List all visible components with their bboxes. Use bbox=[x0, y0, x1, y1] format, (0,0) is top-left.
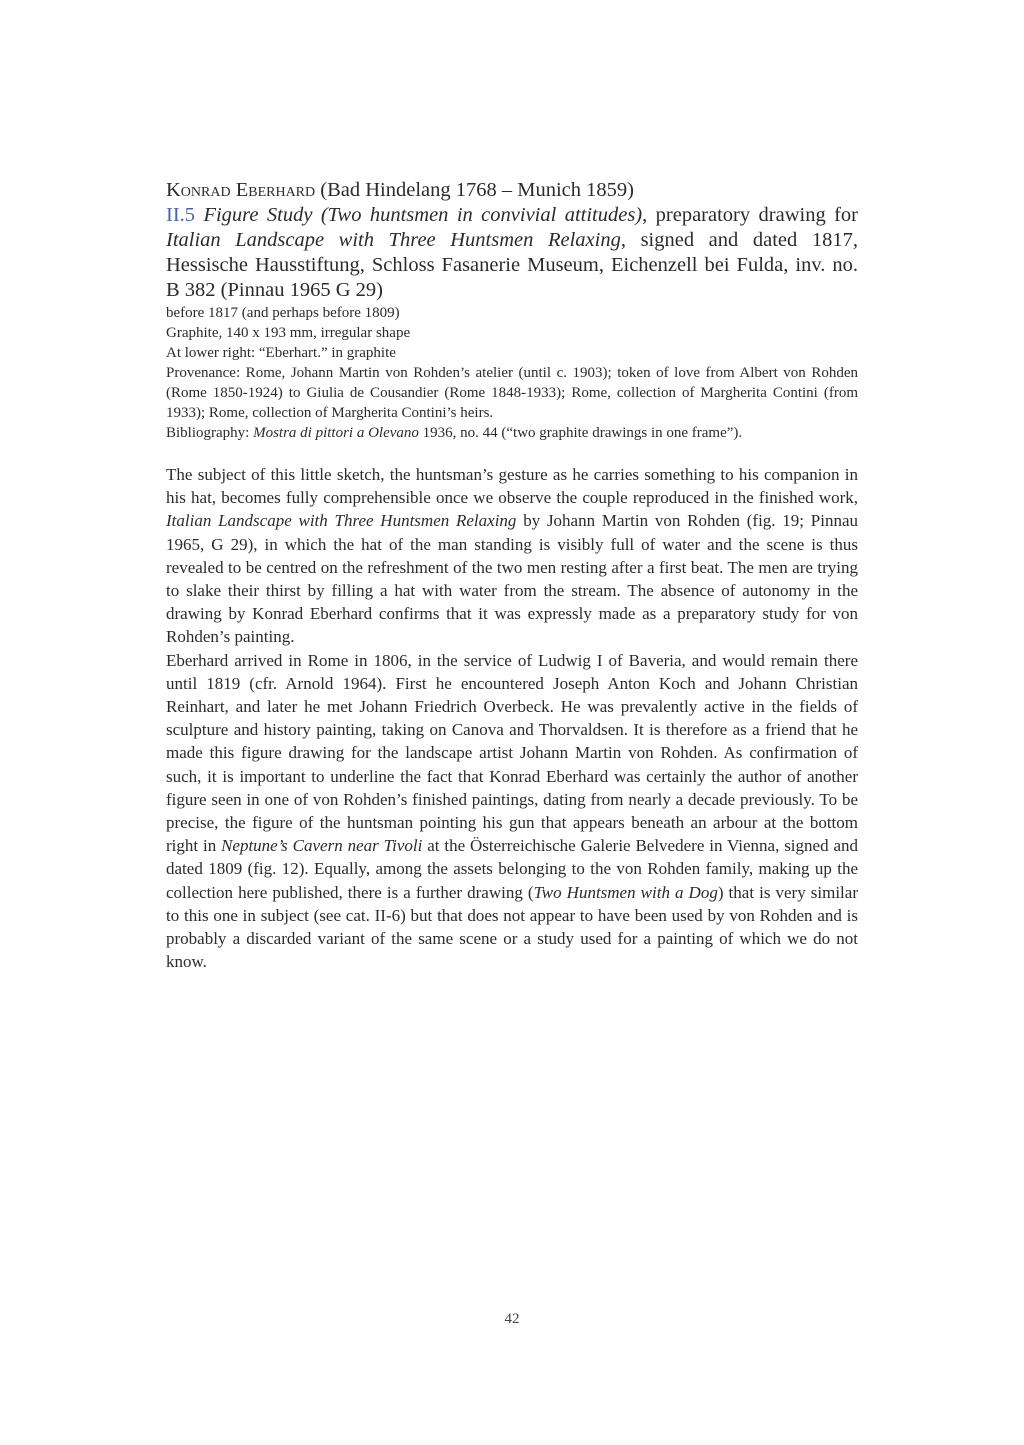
bibliography-paragraph: Bibliography: Mostra di pittori a Olevano 1936, no. 44 (“two graphite drawings in one frame”). bbox=[166, 425, 743, 441]
work-description-2: , signed and dated 1817, Hessische Hausstiftung, Schloss Fasanerie Museum, Eichenzell bei Fulda, inv. no. B 382 (Pinnau 1965 G 29) bbox=[166, 229, 858, 301]
inscription-line: At lower right: “Eberhart.” in graphite bbox=[166, 345, 396, 361]
essay-paragraph-1: The subject of this little sketch, the huntsman’s gesture as he carries something to his companion in his hat, becomes fully comprehensible once we observe the couple reproduced in the finished work, Italian Landscape with Three Huntsmen Relaxing by Johann Martin von Rohden (fig. 19; Pinnau 1965, G 29), in which the hat of the man standing is visibly full of water and the scene is thus revealed to be centred on the refreshment of the two men resting after a first beat. The men are trying to slake their thirst by filling a hat with water from the stream. The absence of autonomy in the drawing by Konrad Eberhard confirms that it was expressly made as a preparatory study for von Rohden’s painting. bbox=[166, 465, 859, 647]
artist-name: Konrad Eberhard bbox=[166, 179, 316, 201]
entry-heading bbox=[166, 178, 858, 303]
work-title: Figure Study bbox=[203, 204, 313, 226]
provenance-paragraph: Provenance: Rome, Johann Martin von Rohden’s atelier (until c. 1903); token of love from Albert von Rohden (Rome 1850-1924) to Giulia de Cousandier (Rome 1848-1933); Rome, collection of Margherita Contini (from 1933); Rome, collection of Margherita Contini’s heirs. bbox=[166, 365, 858, 421]
page-number: 42 bbox=[504, 1311, 520, 1327]
catalogue-number: II.5 bbox=[166, 204, 196, 226]
essay-paragraph-2: Eberhard arrived in Rome in 1806, in the service of Ludwig I of Baveria, and would remain there until 1819 (cfr. Arnold 1964). First he encountered Joseph Anton Koch and Johann Christian Reinhart, and later he met Johann Friedrich Overbeck. He was prevalently active in the fields of sculpture and history painting, taking on Canova and Thorvaldsen. It is therefore as a friend that he made this figure drawing for the landscape artist Johann Martin von Rohden. As confirmation of such, it is important to underline the fact that Konrad Eberhard was certainly the author of another figure seen in one of von Rohden’s finished paintings, dating from nearly a decade previously. To be precise, the figure of the huntsman pointing his gun that appears beneath an arbour at the bottom right in Neptune’s Cavern near Tivoli at the Österreichische Galerie Belvedere in Vienna, signed and dated 1809 (fig. 12). Equally, among the assets belonging to the von Rohden family, making up the collection here published, there is a further drawing (Two Huntsmen with a Dog) that is very similar to this one in subject (see cat. II-6) but that does not appear to have been used by von Rohden and is probably a discarded variant of the same scene or a study used for a painting of which we do not know. bbox=[166, 650, 858, 972]
artist-dates: (Bad Hindelang 1768 – Munich 1859) bbox=[320, 179, 634, 201]
medium-line: Graphite, 140 x 193 mm, irregular shape bbox=[166, 325, 411, 341]
document-page bbox=[166, 178, 858, 973]
bibliography-title: Mostra di pittori a Olevano bbox=[253, 425, 419, 441]
related-work-title: Italian Landscape with Three Huntsmen Relaxing bbox=[166, 229, 621, 251]
work-description-1: , preparatory drawing for bbox=[642, 204, 859, 226]
artist-line bbox=[166, 178, 858, 203]
date-line: before 1817 (and perhaps before 1809) bbox=[166, 305, 400, 321]
work-subtitle: (Two huntsmen in convivial attitudes) bbox=[320, 204, 643, 226]
essay-body bbox=[166, 463, 858, 973]
work-title-block bbox=[166, 203, 858, 303]
catalogue-metadata bbox=[166, 303, 858, 443]
